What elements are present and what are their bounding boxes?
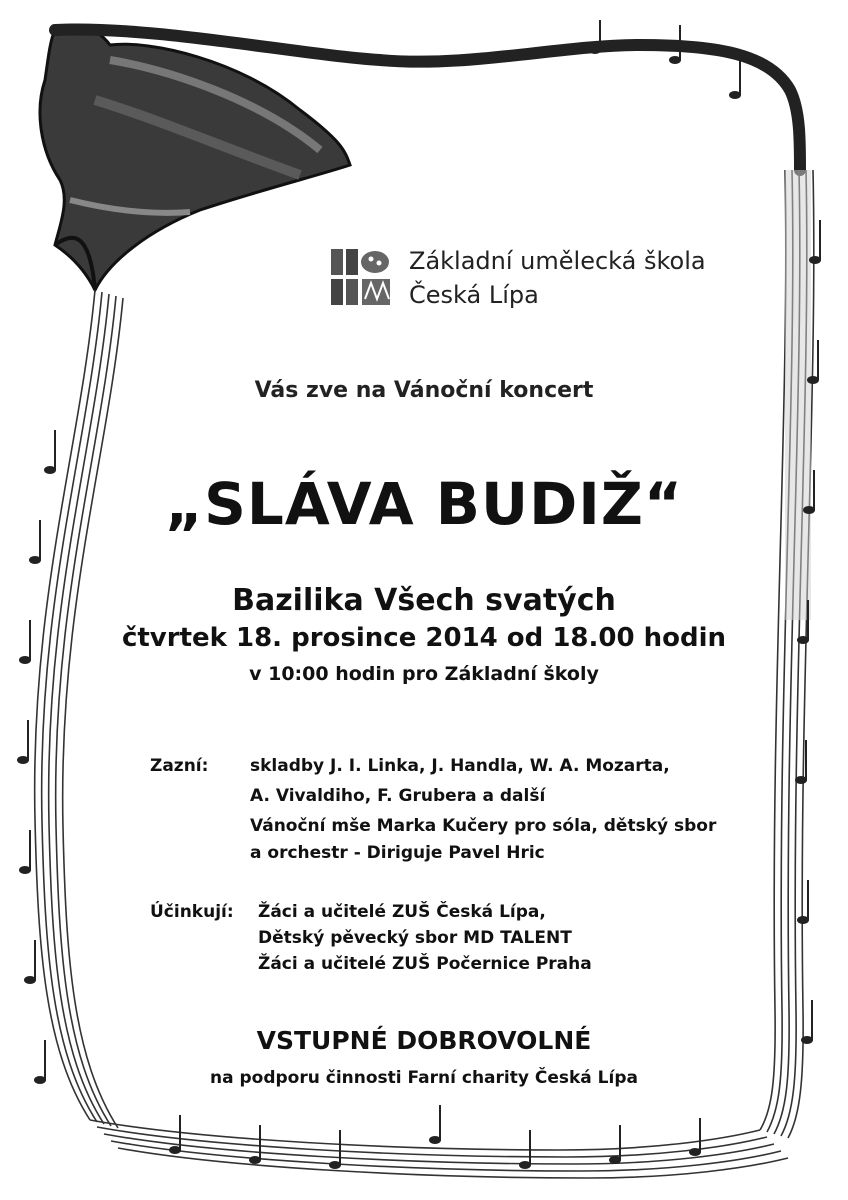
venue: Bazilika Všech svatých — [232, 583, 616, 618]
program-line-2: A. Vivaldiho, F. Grubera a další — [250, 786, 546, 806]
music-notes-bottom — [170, 1105, 700, 1168]
performers-line-3: Žáci a učitelé ZUŠ Počernice Praha — [258, 954, 592, 974]
school-name-line2: Česká Lípa — [409, 281, 539, 309]
invitation-text: Vás zve na Vánoční koncert — [254, 378, 594, 403]
concert-date: čtvrtek 18. prosince 2014 od 18.00 hodin — [121, 623, 727, 653]
program-label: Zazní: — [150, 756, 209, 776]
admission-title: VSTUPNÉ DOBROVOLNÉ — [256, 1026, 592, 1055]
performers-label: Účinkují: — [150, 902, 234, 922]
performers-line-2: Dětský pěvecký sbor MD TALENT — [258, 928, 572, 948]
school-name — [409, 244, 706, 312]
program-line-3: Vánoční mše Marka Kučery pro sóla, dětský sbor — [250, 816, 717, 836]
school-logo-icon — [331, 249, 391, 305]
school-name-line1: Základní umělecká škola — [409, 247, 706, 275]
left-staff — [35, 290, 123, 1128]
admission-subtitle: na podporu činnosti Farní charity Česká Lípa — [210, 1068, 638, 1088]
performers-line-1: Žáci a učitelé ZUŠ Česká Lípa, — [258, 902, 546, 922]
bell-icon — [40, 25, 350, 290]
concert-title: „SLÁVA BUDIŽ“ — [164, 470, 684, 538]
music-notes-top — [590, 20, 740, 98]
program-line-1: skladby J. I. Linka, J. Handla, W. A. Mozarta, — [250, 756, 670, 776]
school-performance-time: v 10:00 hodin pro Základní školy — [249, 663, 599, 685]
program-line-4: a orchestr - Diriguje Pavel Hric — [250, 843, 545, 863]
